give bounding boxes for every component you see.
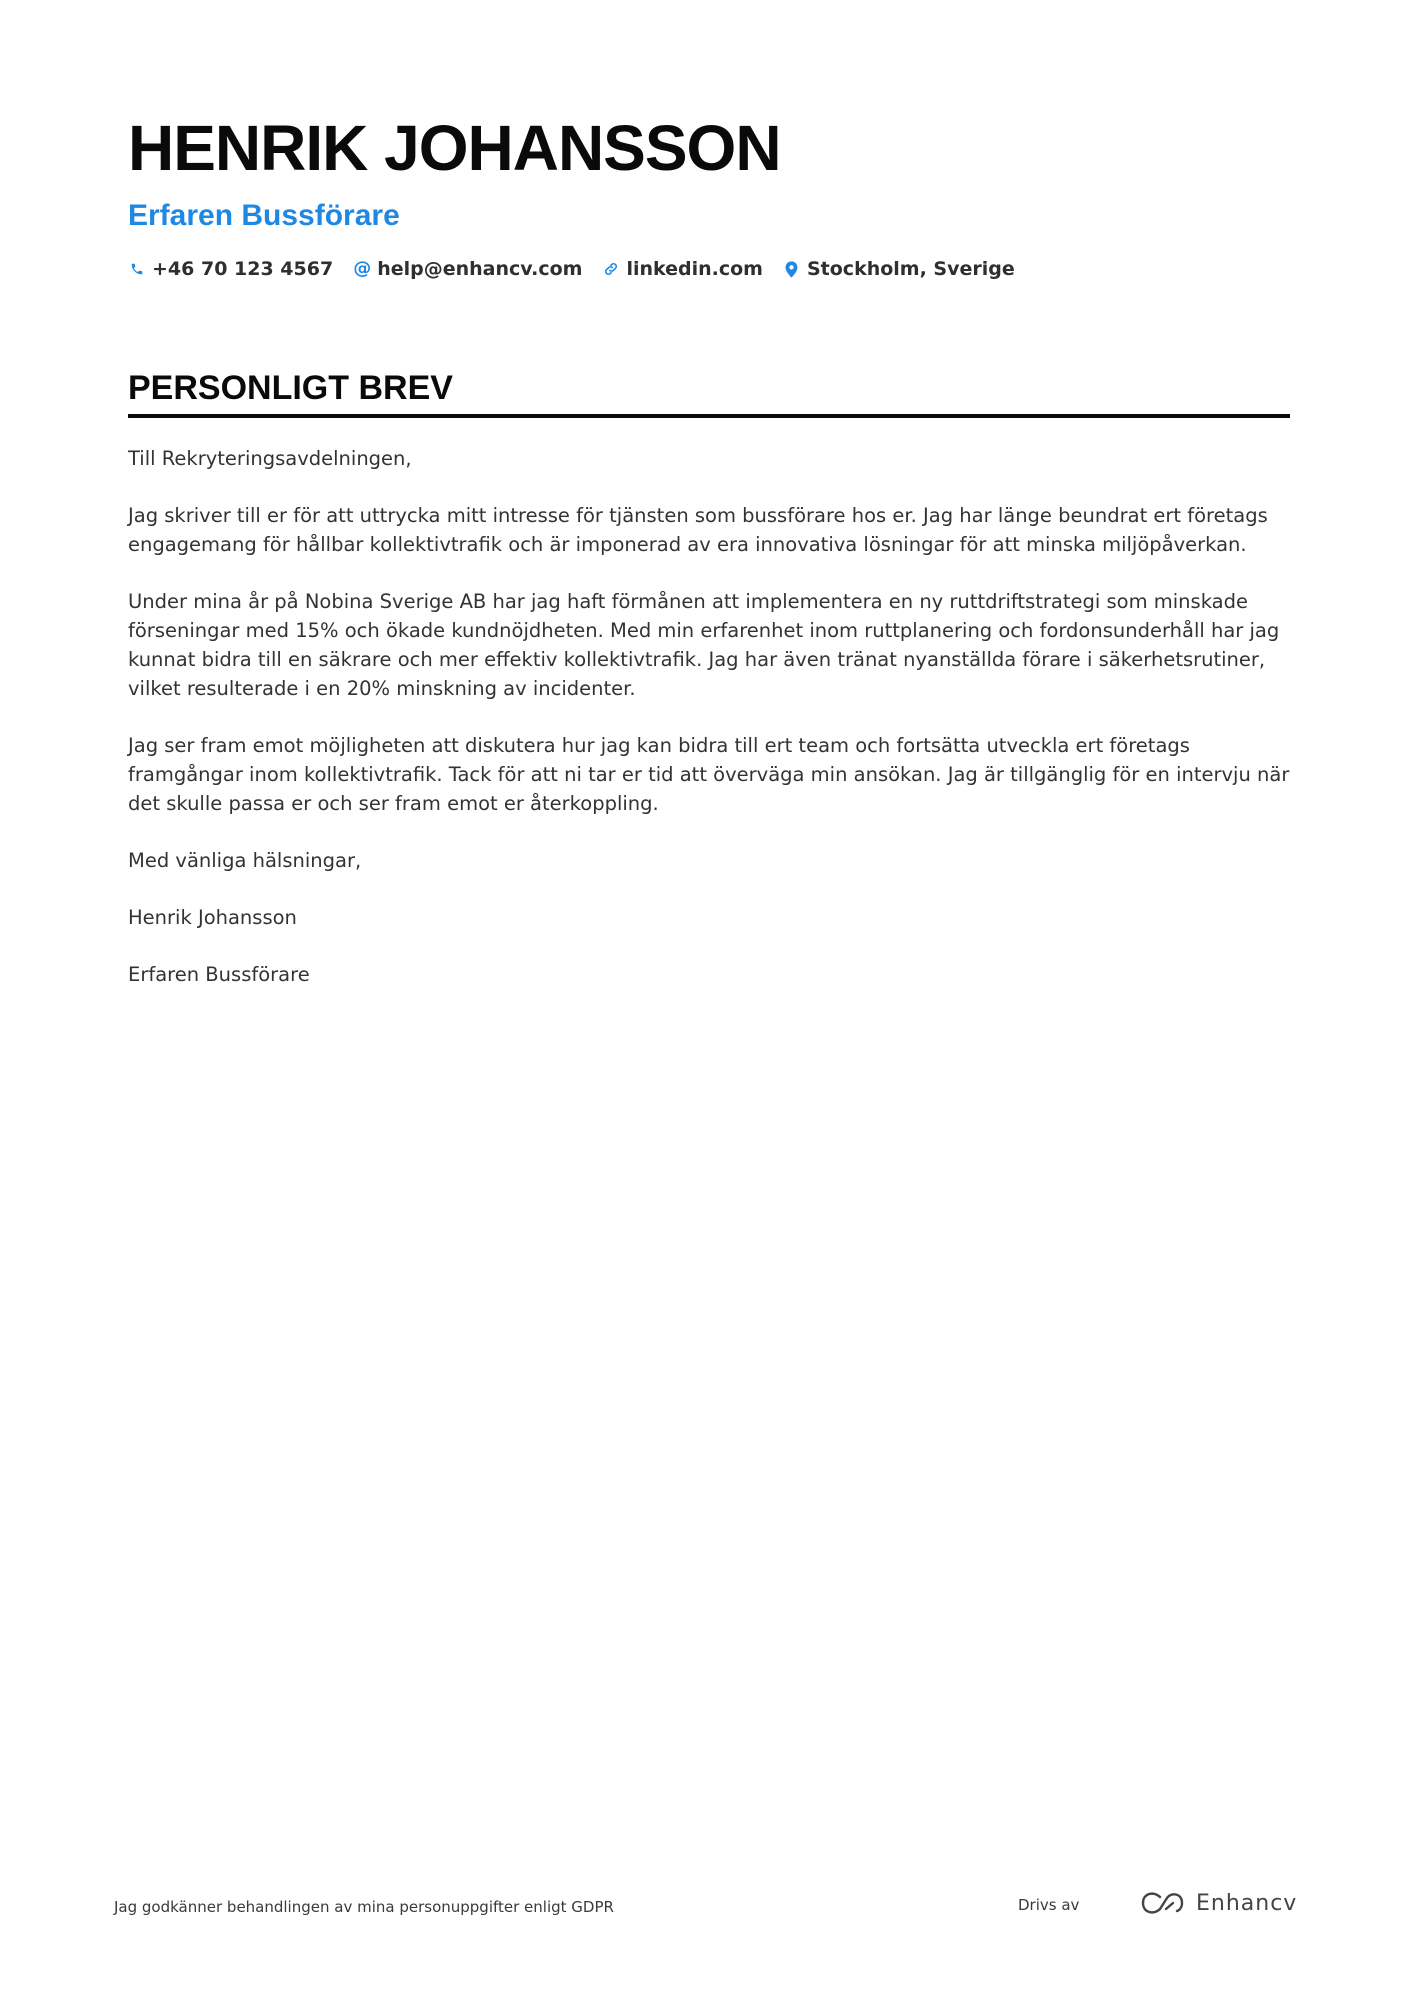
job-title: Erfaren Bussförare (128, 199, 400, 232)
gdpr-consent: Jag godkänner behandlingen av mina personuppgifter enligt GDPR (114, 1898, 614, 1916)
contact-linkedin[interactable] (602, 258, 763, 280)
candidate-name: HENRIK JOHANSSON (128, 112, 781, 184)
phone-icon (128, 259, 146, 279)
powered-by-label: Drivs av (1018, 1896, 1080, 1914)
contact-email-text: help@enhancv.com (377, 258, 583, 280)
contact-location (783, 258, 1015, 280)
signature-title: Erfaren Bussförare (128, 963, 310, 986)
letter-paragraph: Under mina år på Nobina Sverige AB har jag haft förmånen att implementera en ny ruttdriftstrategi som minskade förseningar med 15% och ökade kundnöjdheten. Med min erfarenhet inom ruttplanering och fordonsunderhåll har jag kunnat bidra till en säkrare och mer effektiv kollektivtrafik. Jag har även tränat nyanställda förare i säkerhetsrutiner, vilket resulterade i en 20% minskning av incidenter. (128, 590, 1280, 700)
signature-name: Henrik Johansson (128, 906, 297, 929)
contact-phone[interactable] (128, 258, 333, 280)
contact-linkedin-text: linkedin.com (626, 258, 763, 280)
letter-body (128, 444, 1290, 989)
cover-letter-section (128, 368, 1290, 1017)
letter-closing: Med vänliga hälsningar, (128, 849, 362, 872)
enhancv-logo-icon (1140, 1890, 1186, 1916)
header (128, 108, 1290, 280)
section-divider (128, 414, 1290, 418)
letter-paragraph: Jag skriver till er för att uttrycka mitt intresse för tjänsten som bussförare hos er. Jag har länge beundrat ert företags engagemang för hållbar kollektivtrafik och är imponerad av era innovativa lösningar för att minska miljöpåverkan. (128, 504, 1268, 556)
at-icon: @ (353, 258, 372, 279)
section-title: PERSONLIGT BREV (128, 369, 453, 407)
letter-salutation: Till Rekryteringsavdelningen, (128, 447, 412, 470)
location-pin-icon (783, 259, 801, 279)
contact-location-text: Stockholm, Sverige (806, 258, 1015, 280)
footer (114, 1890, 1298, 1930)
contact-bar (128, 258, 1290, 280)
enhancv-brand[interactable] (1140, 1890, 1297, 1916)
link-icon (602, 259, 620, 279)
letter-paragraph: Jag ser fram emot möjligheten att diskutera hur jag kan bidra till ert team och fortsätta utveckla ert företags framgångar inom kollektivtrafik. Tack för att ni tar er tid att överväga min ansökan. Jag är tillgänglig för en intervju när det skulle passa er och ser fram emot er återkoppling. (128, 734, 1290, 815)
contact-email[interactable] (353, 258, 582, 280)
enhancv-brand-name: Enhancv (1196, 1890, 1298, 1916)
contact-phone-text: +46 70 123 4567 (152, 258, 334, 280)
